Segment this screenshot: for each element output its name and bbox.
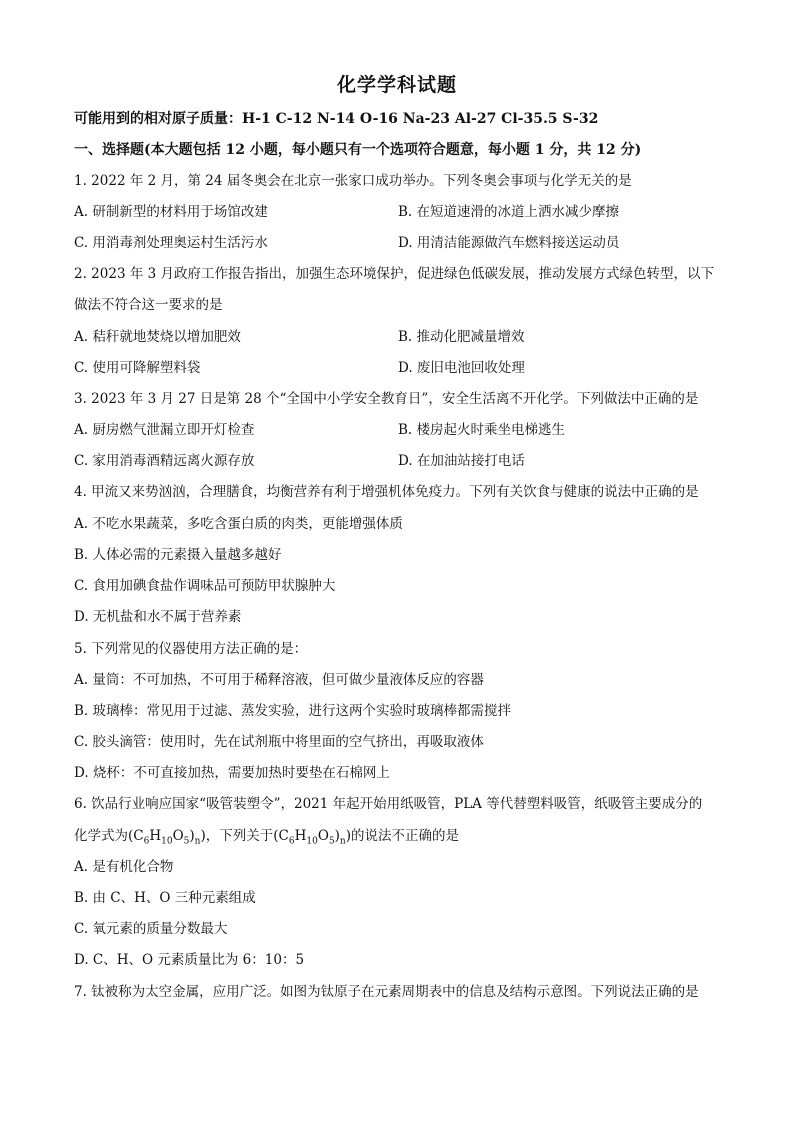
question-5-option-c: C. 胶头滴管：使用时，先在试剂瓶中将里面的空气挤出，再吸取液体 bbox=[74, 734, 484, 750]
question-5-stem: 5. 下列常见的仪器使用方法正确的是： bbox=[74, 641, 308, 657]
question-1-stem: 1. 2022 年 2 月，第 24 届冬奥会在北京一张家口成功举办。下列冬奥会事项与化学无关的是 bbox=[74, 173, 632, 189]
question-6-stem-line2: 化学式为$(C_6H_{10}O_5)_n$)，下列关于$(C_6H_{10}O_5)_n$)的说法不正确的是 bbox=[74, 828, 459, 847]
question-3-option-b: B. 楼房起火时乘坐电梯逃生 bbox=[398, 422, 566, 438]
question-1-option-c: C. 用消毒剂处理奥运村生活污水 bbox=[74, 235, 268, 251]
question-3-option-c: C. 家用消毒酒精远离火源存放 bbox=[74, 453, 255, 469]
question-6-option-a: A. 是有机化合物 bbox=[74, 859, 174, 875]
question-4-option-d: D. 无机盐和水不属于营养素 bbox=[74, 609, 242, 625]
question-5-option-b: B. 玻璃棒：常见用于过滤、蒸发实验，进行这两个实验时玻璃棒都需搅拌 bbox=[74, 703, 512, 719]
page-title: 化学学科试题 bbox=[336, 74, 457, 96]
question-2-option-d: D. 废旧电池回收处理 bbox=[398, 360, 525, 376]
question-2-stem-line2: 做法不符合这一要求的是 bbox=[74, 297, 223, 313]
question-3-option-d: D. 在加油站接打电话 bbox=[398, 453, 525, 469]
question-1-option-d: D. 用清洁能源做汽车燃料接送运动员 bbox=[398, 235, 620, 251]
question-1-option-b: B. 在短道速滑的冰道上洒水减少摩擦 bbox=[398, 204, 620, 220]
question-6-option-b: B. 由 C、H、O 三种元素组成 bbox=[74, 890, 256, 906]
question-7-stem: 7. 钛被称为太空金属，应用广泛。如图为钛原子在元素周期表中的信息及结构示意图。下列说法正确的是 bbox=[74, 984, 699, 1000]
question-4-option-b: B. 人体必需的元素摄入量越多越好 bbox=[74, 547, 282, 563]
question-4-stem: 4. 甲流又来势汹汹，合理膳食，均衡营养有利于增强机体免疫力。下列有关饮食与健康的说法中正确的是 bbox=[74, 484, 699, 500]
atomic-mass-line: 可能用到的相对原子质量：H-1 C-12 N-14 O-16 Na-23 Al-27 Cl-35.5 S-32 bbox=[74, 111, 599, 127]
question-4-option-c: C. 食用加碘食盐作调味品可预防甲状腺肿大 bbox=[74, 578, 336, 594]
question-5-option-d: D. 烧杯：不可直接加热，需要加热时要垫在石棉网上 bbox=[74, 765, 390, 781]
question-6-option-d: D. C、H、O 元素质量比为 6：10：5 bbox=[74, 952, 305, 968]
question-2-option-c: C. 使用可降解塑料袋 bbox=[74, 360, 201, 376]
question-2-stem-line1: 2. 2023 年 3 月政府工作报告指出，加强生态环境保护，促进绿色低碳发展，推动发展方式绿色转型，以下 bbox=[74, 266, 714, 282]
question-3-option-a: A. 厨房燃气泄漏立即开灯检查 bbox=[74, 422, 255, 438]
section-heading: 一、选择题(本大题包括 12 小题，每小题只有一个选项符合题意，每小题 1 分，共 12 分) bbox=[74, 142, 642, 158]
question-6-stem-line1: 6. 饮品行业响应国家“吸管装塑令”，2021 年起开始用纸吸管，PLA 等代替塑料吸管，纸吸管主要成分的 bbox=[74, 796, 703, 812]
question-2-option-b: B. 推动化肥减量增效 bbox=[398, 329, 525, 345]
question-6-option-c: C. 氧元素的质量分数最大 bbox=[74, 921, 228, 937]
question-5-option-a: A. 量筒：不可加热，不可用于稀释溶液，但可做少量液体反应的容器 bbox=[74, 672, 484, 688]
question-1-option-a: A. 研制新型的材料用于场馆改建 bbox=[74, 204, 268, 220]
question-3-stem: 3. 2023 年 3 月 27 日是第 28 个“全国中小学安全教育日”，安全生活离不开化学。下列做法中正确的是 bbox=[74, 391, 699, 407]
question-4-option-a: A. 不吃水果蔬菜，多吃含蛋白质的肉类，更能增强体质 bbox=[74, 516, 403, 532]
question-2-option-a: A. 秸秆就地焚烧以增加肥效 bbox=[74, 329, 241, 345]
